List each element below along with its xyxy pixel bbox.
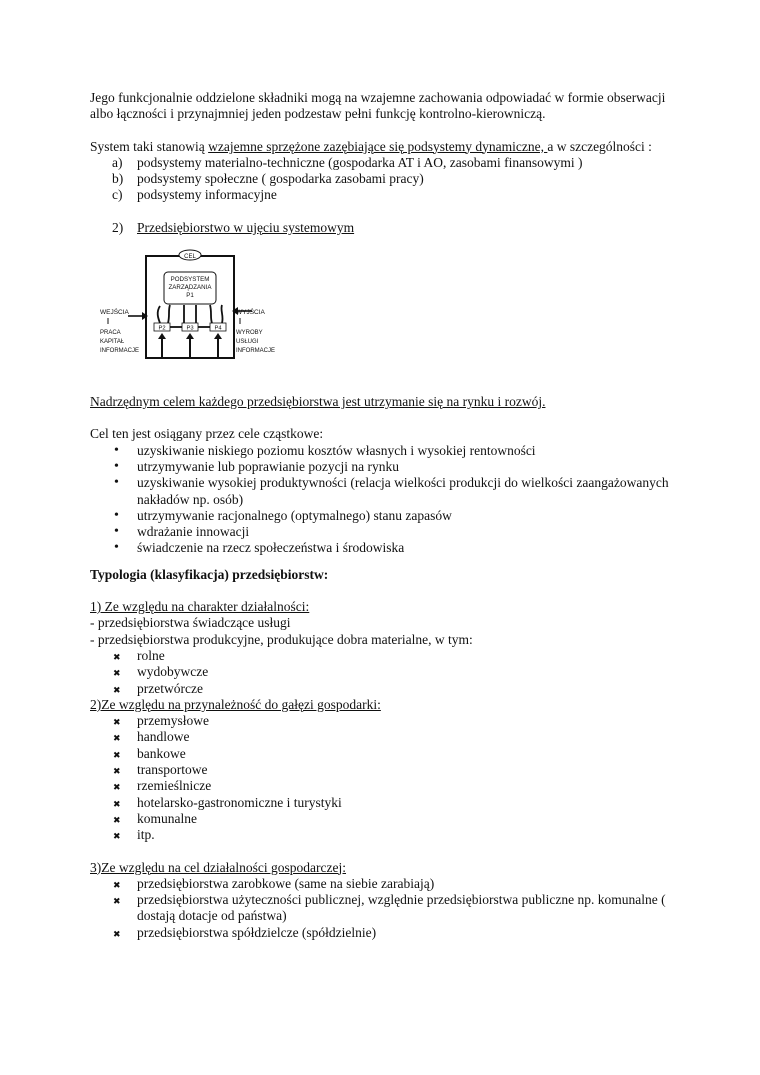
goal-label: CEL (184, 254, 196, 261)
output-services: USŁUGI (236, 339, 259, 346)
list-item: ✖ przedsiębiorstwa użyteczności publicznej, względnie przedsiębiorstwa publiczne np. komunalne ( dostają dotacje od państwa) (90, 892, 670, 925)
section-2-heading (90, 220, 670, 236)
list-item: • uzyskiwanie wysokiej produktywności (relacja wielkości produkcji do wielkości zaangażowanych nakładów np. osób) (90, 475, 670, 508)
typology-3-list (90, 876, 670, 941)
typology-2-heading: 2)Ze względu na przynależność do gałęzi gospodarki: (90, 696, 381, 712)
input-capital: KAPITAŁ (100, 339, 125, 346)
subsystems-list (90, 155, 670, 204)
list-item: ✖ handlowe (90, 729, 670, 745)
output-information: INFORMACJE (236, 348, 275, 355)
arrow-head-icon (158, 333, 166, 339)
output-products: WYROBY (236, 330, 263, 337)
list-item: ✖ hotelarsko-gastronomiczne i turystyki (90, 795, 670, 811)
input-information: INFORMACJE (100, 348, 139, 355)
arrow-head-icon (214, 333, 222, 339)
system-text-after: a w szczególności : (547, 138, 652, 154)
enterprise-system-diagram (90, 248, 350, 368)
list-item: • świadczenie na rzecz społeczeństwa i środowiska (90, 540, 670, 556)
connection-arrows (158, 305, 223, 327)
typology-1-list (90, 648, 670, 697)
arrow-head-icon (186, 333, 194, 339)
partial-goals-intro: Cel ten jest osiągany przez cele cząstkowe: (90, 426, 324, 442)
typology-1-heading: 1) Ze względu na charakter działalności: (90, 599, 310, 615)
management-label-1: PODSYSTEM (170, 276, 210, 284)
list-item: ✖ rzemieślnicze (90, 778, 670, 794)
list-item: ✖ przedsiębiorstwa spółdzielcze (spółdzielnie) (90, 925, 670, 941)
intro-paragraph: Jego funkcjonalnie oddzielone składniki mogą na wzajemne zachowania odpowiadać w formie obserwacji albo łączności i przynajmniej jeden podzestaw pełni funkcję kontrolno-kierowniczą. (90, 90, 666, 122)
main-goal: Nadrzędnym celem każdego przedsiębiorstwa jest utrzymanie się na rynku i rozwój. (90, 394, 546, 410)
list-item: • utrzymywanie racjonalnego (optymalnego) stanu zapasów (90, 508, 670, 524)
list-marker: a) (112, 154, 123, 170)
typology-1-line-2: - przedsiębiorstwa produkcyjne, produkujące dobra materialne, w tym: (90, 631, 473, 647)
typology-3-heading: 3)Ze względu na cel działalności gospodarczej: (90, 859, 347, 875)
list-item (90, 171, 670, 187)
p3-label: P3 (186, 325, 194, 332)
typology-1-line-1: - przedsiębiorstwa świadczące usługi (90, 615, 291, 631)
outputs-label: WYJŚCIA (236, 309, 265, 317)
system-text-underlined: wzajemne sprzężone zazębiające się podsystemy dynamiczne, (208, 138, 548, 154)
list-item-text: podsystemy społeczne ( gospodarka zasobami pracy) (137, 171, 424, 187)
document-page (90, 90, 670, 941)
p2-label: P2 (158, 325, 166, 332)
diagram-svg (90, 248, 350, 368)
list-item: ✖ przemysłowe (90, 713, 670, 729)
list-item: ✖ wydobywcze (90, 664, 670, 680)
list-item-text: podsystemy informacyjne (137, 187, 277, 203)
section-number: 2) (112, 219, 124, 235)
list-item-text: podsystemy materialno-techniczne (gospodarka AT i AO, zasobami finansowymi ) (137, 154, 583, 170)
list-item: ✖ bankowe (90, 746, 670, 762)
list-item (90, 155, 670, 171)
list-item: • utrzymywanie lub poprawianie pozycji na rynku (90, 459, 670, 475)
system-text-before: System taki stanowią (90, 138, 209, 154)
list-item: ✖ przetwórcze (90, 681, 670, 697)
list-item: ✖ komunalne (90, 811, 670, 827)
list-item: • wdrażanie innowacji (90, 524, 670, 540)
list-item: ✖ rolne (90, 648, 670, 664)
list-item (90, 187, 670, 203)
inputs-label: WEJŚCIA (100, 309, 129, 317)
list-marker: b) (112, 171, 124, 187)
management-label-3: P1 (186, 292, 194, 300)
p4-label: P4 (214, 325, 222, 332)
management-label-2: ZARZĄDZANIA (168, 284, 212, 292)
list-item: • uzyskiwanie niskiego poziomu kosztów własnych i wysokiej rentowności (90, 443, 670, 459)
typology-heading: Typologia (klasyfikacja) przedsiębiorstw: (90, 566, 329, 582)
list-item: ✖ itp. (90, 827, 670, 843)
section-title: Przedsiębiorstwo w ujęciu systemowym (137, 219, 355, 235)
list-item: ✖ transportowe (90, 762, 670, 778)
partial-goals-list (90, 443, 670, 557)
list-item: ✖ przedsiębiorstwa zarobkowe (same na siebie zarabiają) (90, 876, 670, 892)
list-marker: c) (112, 187, 123, 203)
system-paragraph (90, 139, 670, 155)
input-labor: PRACA (100, 330, 121, 337)
upward-arrows (162, 336, 218, 358)
typology-2-list (90, 713, 670, 843)
